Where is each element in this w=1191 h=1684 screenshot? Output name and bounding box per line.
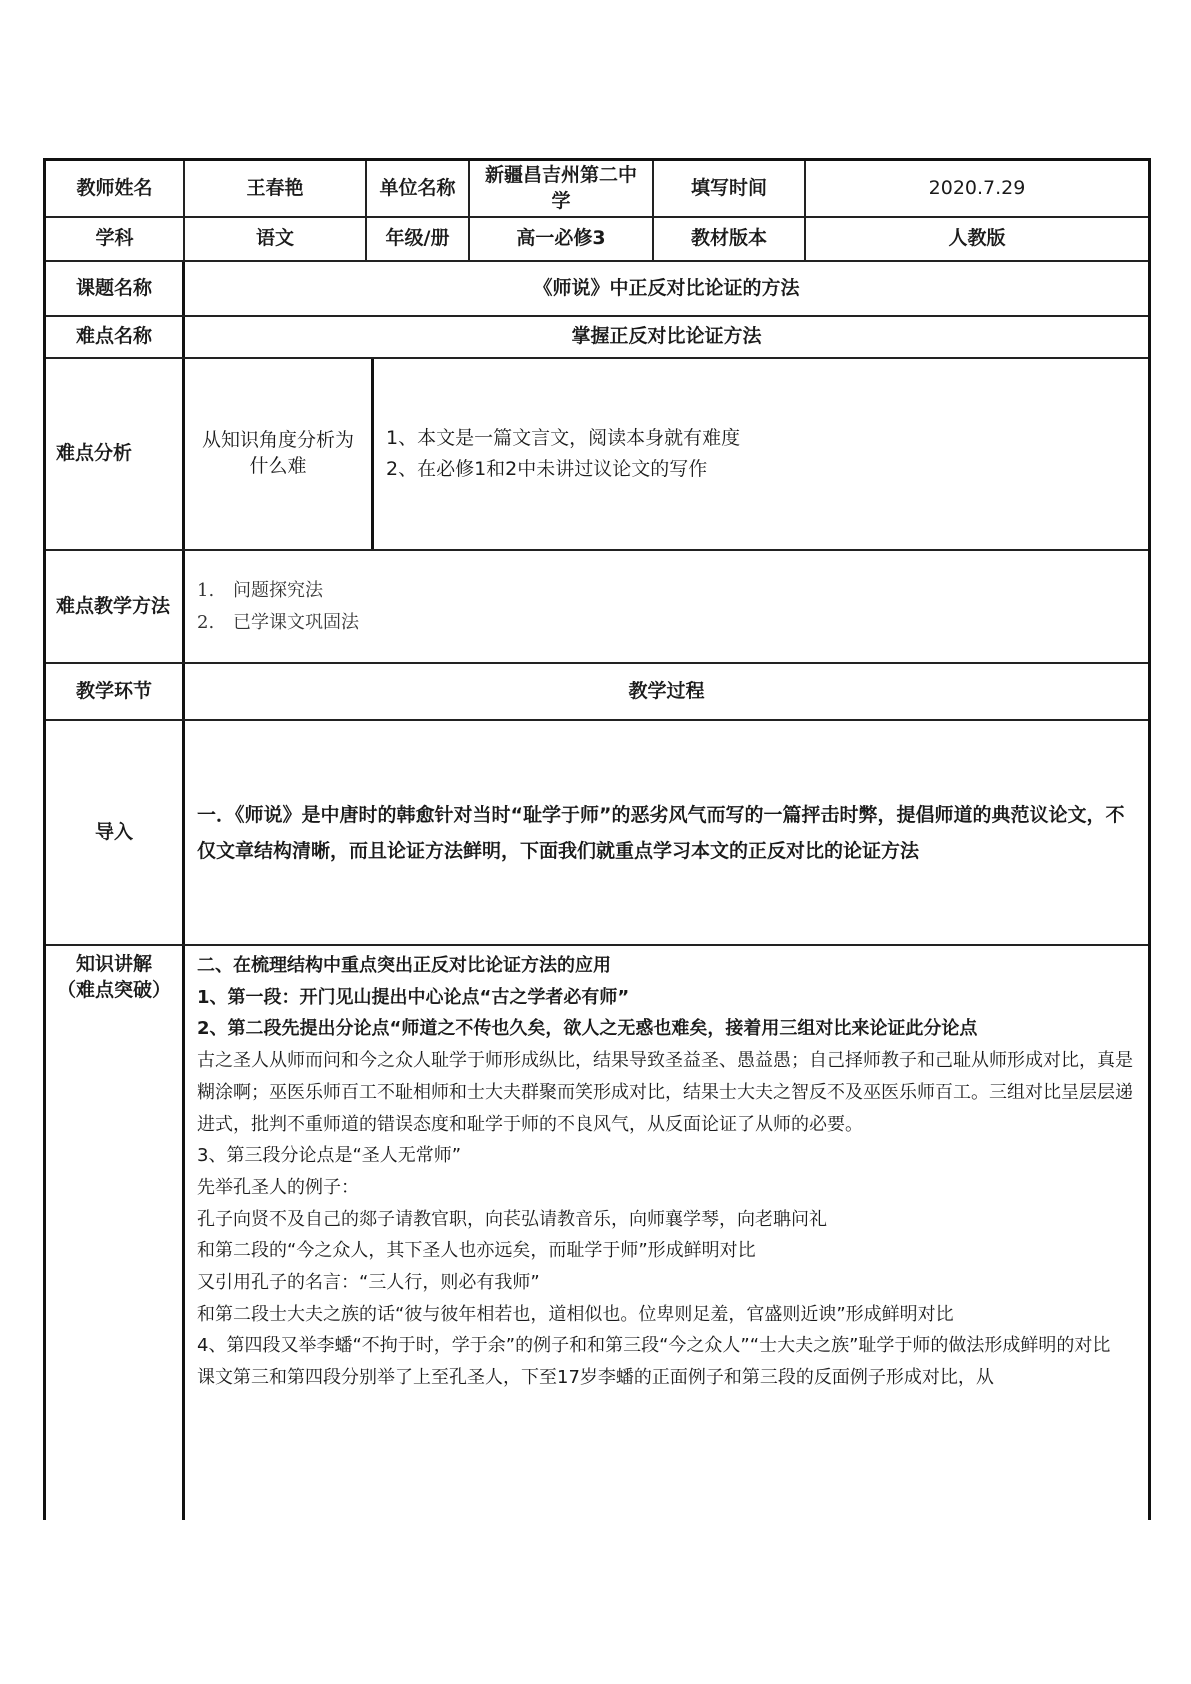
methods-label: 难点教学方法 (46, 551, 185, 662)
stage-label: 教学环节 (46, 664, 185, 719)
row-topic (46, 262, 1148, 317)
knowledge-line: 和第二段士大夫之族的话“彼与彼年相若也，道相似也。位卑则足羞，官盛则近谀”形成鲜明对比 (197, 1303, 954, 1325)
date-value: 2020.7.29 (928, 176, 1026, 199)
method-item (197, 575, 359, 607)
row-intro (46, 721, 1148, 946)
method-text: 问题探究法 (233, 579, 323, 601)
intro-text: 一．《师说》是中唐时的韩愈针对当时“耻学于师”的恶劣风气而写的一篇抨击时弊，提倡师道的典范议论文，不仅文章结构清晰，而且论证方法鲜明，下面我们就重点学习本文的正反对比的论证方法 (197, 803, 1125, 862)
row-teacher-info (46, 161, 1148, 218)
topic-label: 课题名称 (46, 262, 185, 315)
textbook-value: 人教版 (948, 227, 1006, 250)
grade-value: 高一必修3 (470, 218, 654, 260)
difficulty-label: 难点名称 (46, 317, 185, 357)
methods-list (185, 551, 1148, 662)
analysis-point: 2、在必修1和2中未讲过议论文的写作 (386, 458, 708, 480)
textbook-label: 教材版本 (654, 218, 806, 260)
knowledge-line: 3、第三段分论点是“圣人无常师” (197, 1145, 462, 1167)
difficulty-value: 掌握正反对比论证方法 (571, 325, 762, 348)
analysis-sub-label: 从知识角度分析为什么难 (185, 359, 374, 549)
row-process-header (46, 664, 1148, 721)
knowledge-line: 先举孔圣人的例子： (197, 1176, 359, 1198)
row-subject-info (46, 218, 1148, 262)
knowledge-line: 和第二段的“今之众人，其下圣人也亦远矣，而耻学于师”形成鲜明对比 (197, 1240, 756, 1262)
row-methods (46, 551, 1148, 664)
knowledge-line: 课文第三和第四段分别举了上至孔圣人，下至17岁李蟠的正面例子和第三段的反面例子形成对比，从 (197, 1367, 994, 1389)
grade-label: 年级/册 (367, 218, 470, 260)
knowledge-line: 古之圣人从师而问和今之众人耻学于师形成纵比，结果导致圣益圣、愚益愚；自己择师教子和己耻从师形成对比，真是糊涂啊；巫医乐师百工不耻相师和士大夫群聚而笑形成对比，结果士大夫之智反不及巫医乐师百工。三组对比呈层层递进式，批判不重师道的错误态度和耻学于师的不良风气，从反面论证了从师的必要。 (197, 1050, 1133, 1135)
knowledge-label (46, 946, 185, 1520)
row-knowledge (46, 946, 1148, 1520)
date-label: 填写时间 (654, 161, 806, 216)
knowledge-label-line1: 知识讲解 (75, 953, 152, 975)
teacher-value: 王春艳 (185, 161, 367, 216)
method-item (197, 607, 359, 639)
lesson-plan-table (43, 158, 1151, 1520)
unit-label: 单位名称 (367, 161, 470, 216)
analysis-point: 1、本文是一篇文言文，阅读本身就有难度 (386, 427, 741, 449)
method-num: 2. (197, 611, 215, 633)
intro-label: 导入 (46, 721, 185, 944)
topic-value: 《师说》中正反对比论证的方法 (533, 276, 800, 299)
method-num: 1. (197, 579, 215, 601)
subject-label: 学科 (46, 218, 185, 260)
row-difficulty (46, 317, 1148, 359)
subject-value: 语文 (185, 218, 367, 260)
method-text: 已学课文巩固法 (233, 611, 359, 633)
row-analysis (46, 359, 1148, 551)
knowledge-line: 二、在梳理结构中重点突出正反对比论证方法的应用 (197, 955, 611, 976)
knowledge-body (185, 950, 1148, 1394)
process-label: 教学过程 (628, 679, 705, 702)
knowledge-label-line2: （难点突破） (56, 978, 171, 1001)
knowledge-line: 1、第一段：开门见山提出中心论点“古之学者必有师” (197, 986, 630, 1008)
teacher-label: 教师姓名 (46, 161, 185, 216)
knowledge-line: 孔子向贤不及自己的郯子请教官职，向苌弘请教音乐，向师襄学琴，向老聃问礼 (197, 1208, 827, 1230)
knowledge-line: 4、第四段又举李蟠“不拘于时，学于余”的例子和和第三段“今之众人”“士大夫之族”耻学于师的做法形成鲜明的对比 (197, 1335, 1111, 1357)
knowledge-line: 2、第二段先提出分论点“师道之不传也久矣，欲人之无惑也难矣，接着用三组对比来论证此分论点 (197, 1018, 978, 1040)
analysis-label: 难点分析 (46, 359, 185, 549)
knowledge-line: 又引用孔子的名言：“三人行，则必有我师” (197, 1272, 540, 1294)
analysis-points (374, 359, 1148, 549)
unit-value: 新疆昌吉州第二中学 (470, 161, 654, 216)
